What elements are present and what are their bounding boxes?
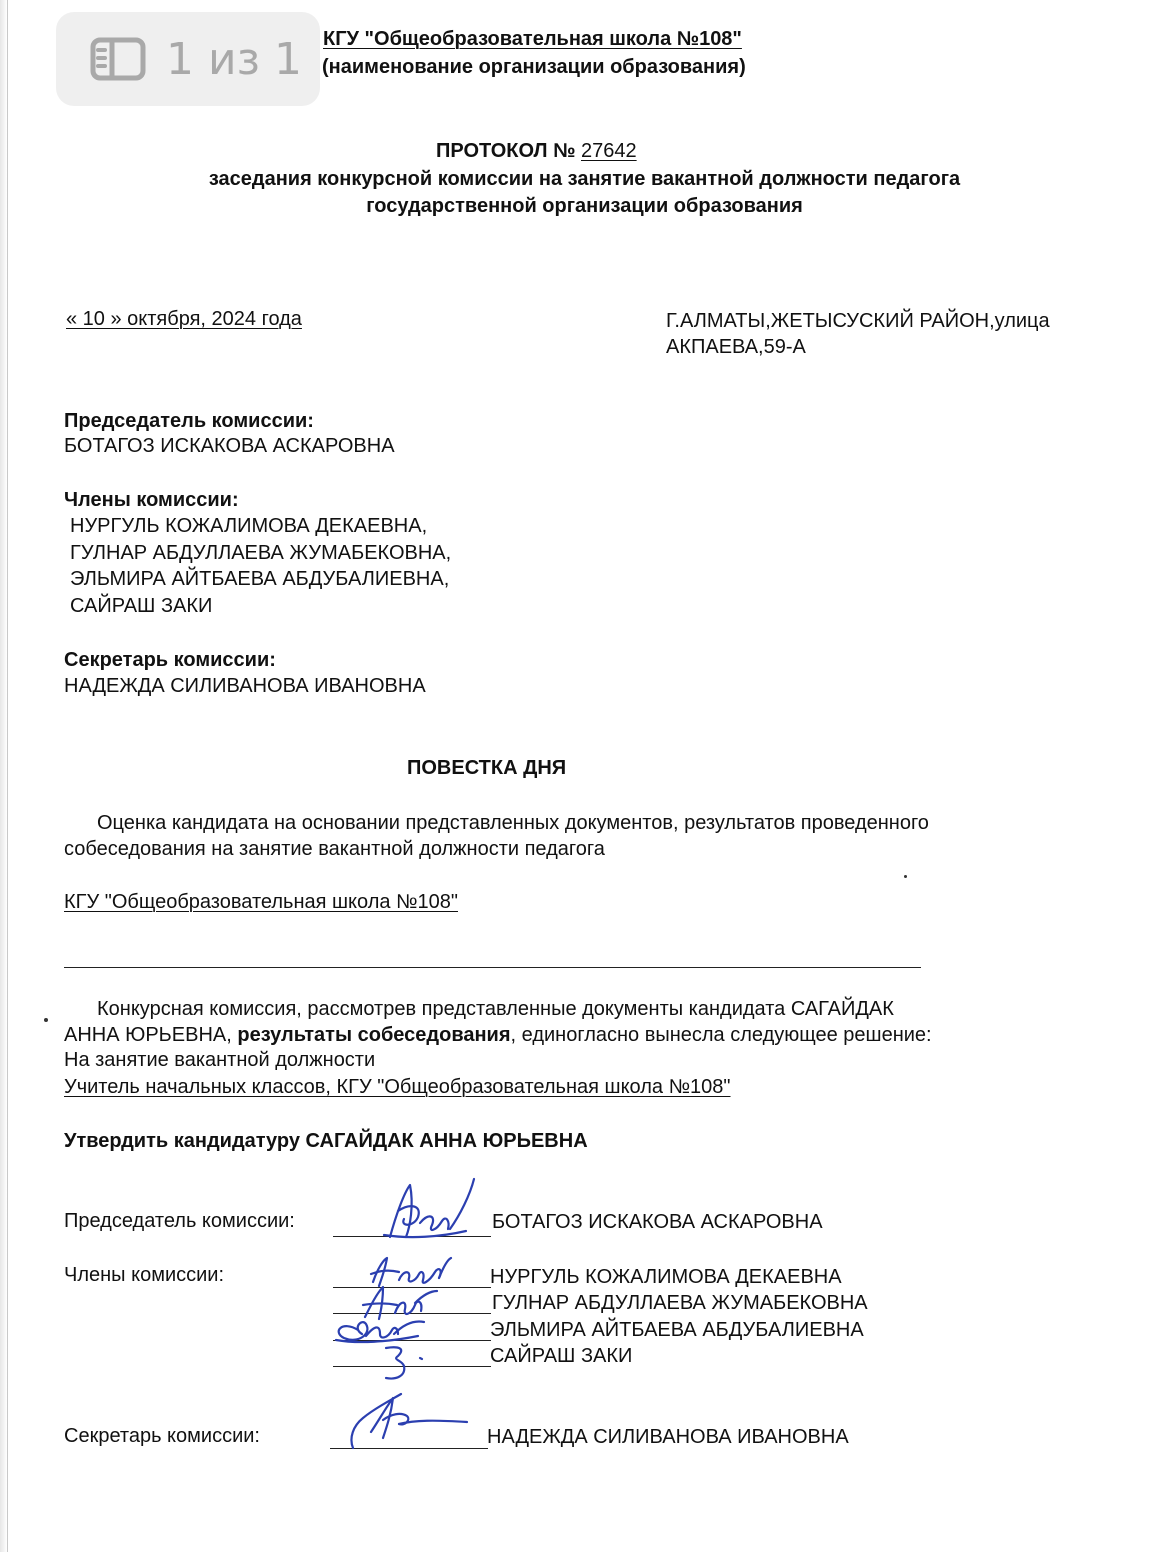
signature-secretary (335, 1390, 475, 1452)
protocol-subtitle-1: заседания конкурсной комиссии на занятие вакантной должности педагога (208, 168, 961, 190)
scan-speck (904, 875, 907, 878)
signature-member-4 (372, 1338, 442, 1386)
organization-caption: (наименование организации образования) (322, 56, 746, 78)
meeting-place-2: АКПАЕВА,59-А (666, 336, 806, 358)
reader-icon (90, 37, 146, 81)
sign-chair-label: Председатель комиссии: (64, 1210, 295, 1232)
signature-chair (370, 1175, 490, 1245)
scan-left-edge (7, 0, 8, 1552)
member-2: ГУЛНАР АБДУЛЛАЕВА ЖУМАБЕКОВНА, (70, 542, 452, 564)
chair-label: Председатель комиссии: (64, 410, 314, 432)
decision-position: Учитель начальных классов, КГУ "Общеобразовательная школа №108" (64, 1076, 731, 1098)
page-indicator[interactable] (56, 12, 320, 106)
decision-text-2: АННА ЮРЬЕВНА, результаты собеседования, единогласно вынесла следующее решение: (64, 1024, 932, 1046)
decision-verdict: Утвердить кандидатуру САГАЙДАК АННА ЮРЬЕВНА (64, 1130, 588, 1152)
sign-chair-name: БОТАГОЗ ИСКАКОВА АСКАРОВНА (492, 1211, 823, 1233)
sign-member-4: САЙРАШ ЗАКИ (490, 1345, 633, 1367)
protocol-subtitle-2: государственной организации образования (366, 195, 803, 217)
sign-secretary-name: НАДЕЖДА СИЛИВАНОВА ИВАНОВНА (487, 1426, 849, 1448)
chair-name: БОТАГОЗ ИСКАКОВА АСКАРОВНА (64, 435, 395, 457)
secretary-label: Секретарь комиссии: (64, 649, 276, 671)
agenda-text-1: Оценка кандидата на основании представленных документов, результатов проведенного (97, 812, 929, 834)
meeting-date: « 10 » октября, 2024 года (66, 308, 302, 330)
protocol-title: ПРОТОКОЛ № 27642 (436, 140, 699, 163)
sign-members-label: Члены комиссии: (64, 1264, 225, 1286)
protocol-number: 27642 (581, 140, 637, 162)
members-label: Члены комиссии: (64, 489, 239, 511)
organization-name: КГУ "Общеобразовательная школа №108" (323, 28, 742, 50)
member-3: ЭЛЬМИРА АЙТБАЕВА АБДУБАЛИЕВНА, (70, 568, 450, 590)
sign-member-3: ЭЛЬМИРА АЙТБАЕВА АБДУБАЛИЕВНА (490, 1319, 864, 1341)
decision-text-3: На занятие вакантной должности (64, 1049, 376, 1071)
page-counter: 1 из 1 (166, 33, 302, 85)
blank-line (64, 967, 921, 968)
decision-text-1: Конкурсная комиссия, рассмотрев представленные документы кандидата САГАЙДАК (97, 998, 894, 1020)
sign-member-1: НУРГУЛЬ КОЖАЛИМОВА ДЕКАЕВНА (490, 1266, 842, 1288)
agenda-text-2: собеседования на занятие вакантной должности педагога (64, 838, 605, 860)
meeting-place-1: Г.АЛМАТЫ,ЖЕТЫСУСКИЙ РАЙОН,улица (666, 310, 1050, 332)
agenda-heading: ПОВЕСТКА ДНЯ (407, 757, 567, 779)
scan-speck (44, 1018, 48, 1022)
scan-left-edge-shadow (0, 0, 7, 1552)
sign-member-2: ГУЛНАР АБДУЛЛАЕВА ЖУМАБЕКОВНА (492, 1292, 868, 1314)
agenda-organization: КГУ "Общеобразовательная школа №108" (64, 891, 458, 913)
secretary-name: НАДЕЖДА СИЛИВАНОВА ИВАНОВНА (64, 675, 426, 697)
member-1: НУРГУЛЬ КОЖАЛИМОВА ДЕКАЕВНА, (70, 515, 428, 537)
member-4: САЙРАШ ЗАКИ (70, 595, 213, 617)
sign-secretary-label: Секретарь комиссии: (64, 1425, 260, 1447)
